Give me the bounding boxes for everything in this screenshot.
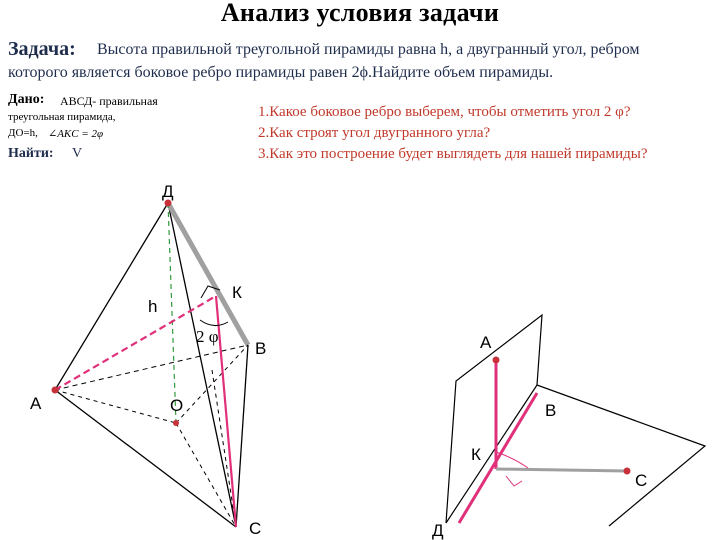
page-title: Анализ условия задачи <box>220 0 500 27</box>
given-label: Дано: <box>8 92 45 107</box>
edge-DC <box>168 203 236 527</box>
label-h: h <box>148 297 158 316</box>
task-text-line-2: которого является боковое ребро пирамиды равен 2ϕ.Найдите объем пирамиды. <box>8 64 554 81</box>
dihedral-figure <box>432 315 705 540</box>
label-B: В <box>255 339 267 358</box>
right-angle-mark-2 <box>506 476 522 486</box>
segment-CK <box>216 296 236 527</box>
find-label: Найти: <box>8 146 54 161</box>
point-A-2 <box>493 357 500 364</box>
point-C-2 <box>624 468 631 475</box>
horizontal-plane <box>446 385 705 526</box>
label-K-2: К <box>471 445 481 464</box>
question-1: 1.Какое боковое ребро выберем, чтобы отметить угол 2 φ? <box>258 104 631 120</box>
point-A <box>52 387 59 394</box>
edge-AB-hidden <box>55 345 248 390</box>
label-B-2: В <box>545 401 557 420</box>
question-2: 2.Как строят угол двугранного угла? <box>258 125 491 141</box>
vertical-plane <box>446 315 542 523</box>
question-3: 3.Как это построение будет выглядеть для нашей пирамиды? <box>258 146 648 162</box>
segment-AK <box>55 296 216 390</box>
perpendicular-KC <box>496 469 627 471</box>
label-C: С <box>249 519 262 538</box>
label-angle: 2 φ <box>196 327 219 346</box>
label-D: Д <box>162 182 174 201</box>
label-D-2: Д <box>432 521 444 540</box>
median-AO <box>55 390 176 423</box>
edge-AC <box>55 390 236 527</box>
task-text-line-1: Высота правильной треугольной пирамиды равна h, а двугранный угол, ребром <box>97 41 640 58</box>
label-O: О <box>170 396 184 415</box>
angle-arc <box>200 320 228 326</box>
given-line-3: ДО=h, <box>8 127 38 139</box>
edge-BC <box>236 345 248 527</box>
median-OC <box>176 423 236 527</box>
task-label: Задача: <box>8 38 76 60</box>
point-O <box>173 420 179 426</box>
angle-formula: ∠AKC = 2φ <box>48 128 104 140</box>
edge-DB <box>168 203 248 345</box>
label-A-2: А <box>480 333 492 352</box>
label-C-2: С <box>635 471 648 490</box>
given-line-2: треугольная пирамида, <box>8 111 116 123</box>
find-value: V <box>72 146 83 161</box>
given-text: АВСД- правильная <box>60 94 158 108</box>
label-A: А <box>30 394 42 413</box>
pyramid-figure <box>30 182 266 538</box>
label-K: К <box>232 283 242 302</box>
